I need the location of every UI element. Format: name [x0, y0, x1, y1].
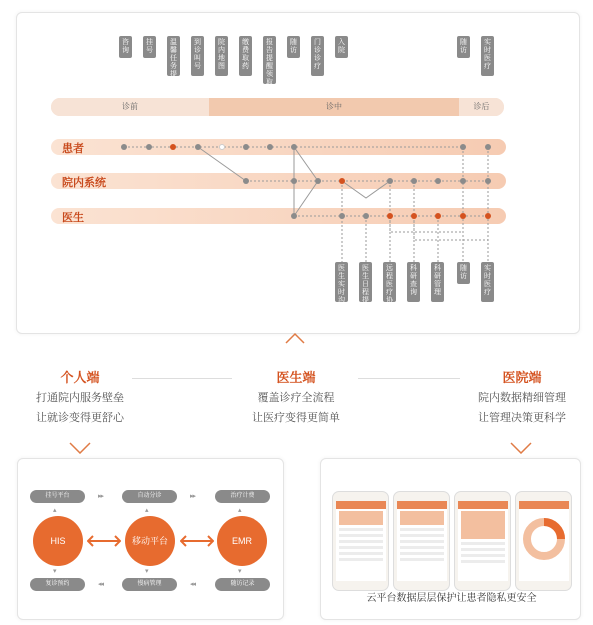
tag-followup: 随访 [287, 36, 300, 58]
row-label-patient: 患者 [62, 143, 84, 155]
col-line: 让就诊变得更舒心 [36, 412, 124, 424]
col-text-personal [20, 388, 140, 428]
col-title-hospital: 医院端 [502, 370, 542, 385]
tag-research-query: 科研查询 [407, 262, 420, 302]
chevron-up-icon: ▴ [238, 507, 241, 514]
chevron-down-icon: ▾ [145, 568, 148, 575]
tag-doctor-schedule: 医生日程提醒 [359, 262, 372, 302]
tag-queue: 到诊叫号 [191, 36, 204, 76]
node [291, 178, 297, 184]
node-emr: EMR [217, 516, 267, 566]
platform-panel [17, 458, 284, 620]
node [411, 178, 417, 184]
tag-register: 挂号 [143, 36, 156, 58]
tag-outpatient: 门诊诊疗 [311, 36, 324, 76]
tag-realtime-doc: 实时医疗 [481, 262, 494, 302]
pill-triage: 自动分诊 [122, 490, 177, 503]
phone-screenshot [393, 491, 450, 591]
node [315, 178, 321, 184]
divider [132, 378, 232, 379]
tag-report: 报告提醒领取分 [263, 36, 276, 84]
node [460, 178, 466, 184]
chevron-up-icon: ▴ [53, 507, 56, 514]
col-title-doctor: 医生端 [276, 370, 316, 385]
node [243, 178, 249, 184]
node [435, 178, 441, 184]
node [291, 144, 297, 150]
tag-pay: 缴费取药 [239, 36, 252, 76]
pill-register: 挂号平台 [30, 490, 85, 503]
node [435, 213, 441, 219]
node [339, 213, 345, 219]
node [121, 144, 127, 150]
tag-reminder: 温馨任务提醒 [167, 36, 180, 76]
chevron-right-icon: ▸▸ [98, 493, 104, 500]
chevron-left-icon: ◂◂ [98, 581, 104, 588]
node [243, 144, 249, 150]
chevron-left-icon: ◂◂ [190, 581, 196, 588]
pill-followup: 随访记录 [215, 578, 270, 591]
node [146, 144, 152, 150]
chevron-down-icon: ▾ [53, 568, 56, 575]
col-line: 覆盖诊疗全流程 [257, 392, 335, 404]
row-label-doctor: 医生 [62, 212, 84, 224]
phase-post: 诊后 [459, 98, 504, 116]
node [339, 178, 345, 184]
phone-screenshot [454, 491, 511, 591]
tag-research-manage: 科研管理 [431, 262, 444, 302]
node [195, 144, 201, 150]
pill-billing: 治疗计费 [215, 490, 270, 503]
node [485, 213, 491, 219]
col-text-doctor [236, 388, 356, 428]
col-line: 院内数据精细管理 [478, 392, 566, 404]
node [485, 144, 491, 150]
col-line: 让医疗变得更简单 [252, 412, 340, 424]
node-mobile-platform: 移动平台 [125, 516, 175, 566]
phone-screenshot [515, 491, 572, 591]
phase-pre: 诊前 [51, 98, 209, 116]
chevron-down-icon: ▾ [238, 568, 241, 575]
caret-down-icon [69, 442, 91, 454]
chevron-up-icon: ▴ [145, 507, 148, 514]
node [460, 144, 466, 150]
col-line: 打通院内服务壁垒 [36, 392, 124, 404]
node [411, 213, 417, 219]
tag-doctor-chat: 医生实时沟通 [335, 262, 348, 302]
col-text-hospital [462, 388, 582, 428]
col-title-personal: 个人端 [60, 370, 100, 385]
caret-down-icon [510, 442, 532, 454]
pill-revisit: 复诊预约 [30, 578, 85, 591]
donut-chart-icon [519, 509, 569, 569]
node [291, 213, 297, 219]
node [485, 178, 491, 184]
node [170, 144, 176, 150]
divider [358, 378, 460, 379]
pill-chronic: 慢病管理 [122, 578, 177, 591]
node [387, 178, 393, 184]
node [387, 213, 393, 219]
phones-panel [320, 458, 581, 620]
tag-remote: 远程医疗协助 [383, 262, 396, 302]
double-arrow-icon [180, 535, 214, 547]
tag-followup-post: 随访 [457, 36, 470, 58]
node-his: HIS [33, 516, 83, 566]
node [267, 144, 273, 150]
chevron-right-icon: ▸▸ [190, 493, 196, 500]
tag-map: 院内地图 [215, 36, 228, 76]
caret-up-icon [285, 332, 305, 344]
node [219, 144, 225, 150]
tag-followup-doc: 随访 [457, 262, 470, 284]
tag-realtime-post: 实时医疗 [481, 36, 494, 76]
phase-during: 诊中 [209, 98, 459, 116]
phones-caption: 云平台数据层层保护让患者隐私更安全 [366, 593, 537, 604]
col-line: 让管理决策更科学 [478, 412, 566, 424]
phone-screenshot [332, 491, 389, 591]
node [460, 213, 466, 219]
double-arrow-icon [87, 535, 121, 547]
tag-consult: 咨询 [119, 36, 132, 58]
node [363, 213, 369, 219]
row-label-system: 院内系统 [62, 177, 106, 189]
tag-admission: 入院 [335, 36, 348, 58]
